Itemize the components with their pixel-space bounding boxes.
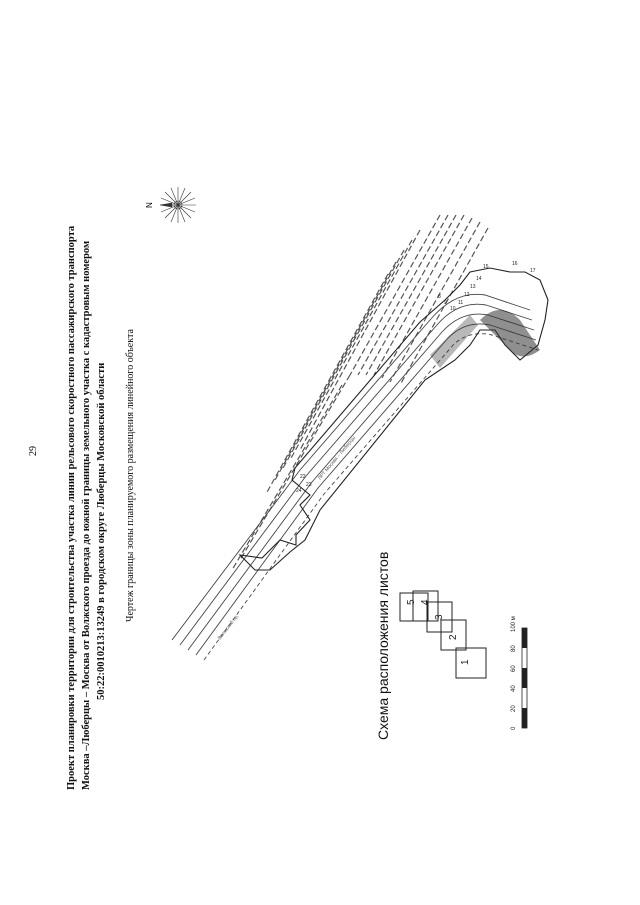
scale-label: 80 — [511, 645, 517, 652]
scheme-title: Схема расположения листов — [375, 551, 391, 740]
point-label: 16 — [512, 261, 518, 267]
scale-label: 100 м — [511, 616, 517, 632]
point-label: 24 — [296, 488, 302, 494]
scale-label: 40 — [511, 685, 517, 692]
point-label: 11 — [458, 300, 464, 306]
sheet-label: 5 — [406, 599, 417, 605]
scale-label: 0 — [511, 726, 517, 730]
title-line-3: 50:22:0010213:13249 в городском округе Люберцы Московской области — [96, 362, 107, 700]
point-label: 17 — [530, 268, 536, 274]
point-label: 12 — [464, 292, 470, 298]
compass-north-label: N — [145, 202, 154, 208]
point-label: 23 — [306, 482, 312, 488]
point-label: 22 — [300, 474, 306, 480]
point-label: 9 — [444, 300, 447, 306]
point-label: 13 — [470, 284, 476, 290]
point-label: 10 — [450, 306, 456, 312]
point-label: 14 — [476, 276, 482, 282]
scale-bar — [522, 628, 527, 728]
sheet-label: 1 — [460, 659, 471, 665]
scale-label: 20 — [511, 705, 517, 712]
scale-label: 60 — [511, 665, 517, 672]
point-label: 15 — [483, 264, 489, 270]
compass-rose-icon — [160, 187, 196, 223]
sheet-label: 4 — [420, 599, 431, 605]
sheet-5 — [400, 593, 428, 621]
title-line-1: Проект планировки территории для строительства участка линии рельсового скоростного пассажирского транспорта — [66, 225, 77, 790]
subtitle: Чертеж границы зоны планируемого размещения линейного объекта — [125, 329, 136, 622]
point-label: 8 — [438, 294, 441, 300]
sheet-label: 3 — [434, 614, 445, 620]
title-line-2: Москва –Люберцы – Москва от Волжского проезда до южной границы земельного участка с кадастровым номером — [81, 240, 92, 790]
road-label-1: Волжский пр. — [216, 613, 241, 642]
page-number: 29 — [28, 446, 39, 456]
sheet-label: 2 — [448, 634, 459, 640]
road-label-2: ЛРТ Москва – Люберцы — [316, 435, 358, 482]
stipple-area — [430, 310, 540, 368]
